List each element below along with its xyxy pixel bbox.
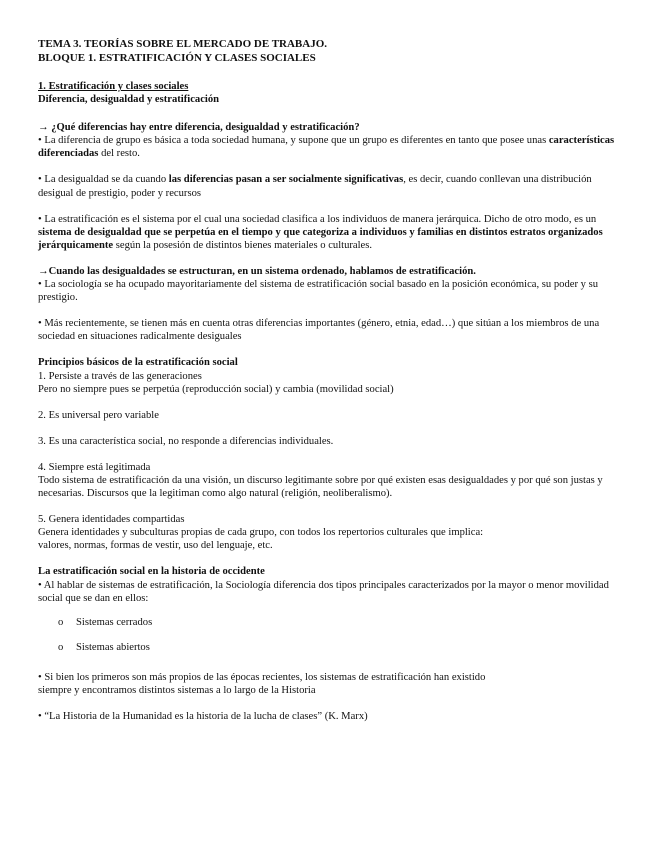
principles-heading: Principios básicos de la estratificación social xyxy=(38,357,238,369)
principle-4-detail: Todo sistema de estratificación da una visión, un discurso legitimante sobre por qué existen esas desigualdades y por qué son justas y necesarias. Discursos que la legitiman como algo natural (religión, neoliberalismo). xyxy=(38,474,603,500)
text-run: • La estratificación es el sistema por el cual una sociedad clasifica a los individuos de manera jerárquica. Dicho de otro modo, es un xyxy=(38,213,597,225)
list-bullet: o xyxy=(58,616,64,628)
principle-3-title: 3. Es una característica social, no responde a diferencias individuales. xyxy=(38,435,334,447)
paragraph-diferencia xyxy=(38,134,619,160)
principle-5-detail-2: valores, normas, formas de vestir, uso del lenguaje, etc. xyxy=(38,540,273,552)
text-run: del resto. xyxy=(98,148,140,160)
list-item xyxy=(38,616,619,629)
list-item xyxy=(38,641,619,654)
paragraph-estratificacion xyxy=(38,213,619,252)
paragraph-epocas-line-1: • Si bien los primeros son más propios de las épocas recientes, los sistemas de estratificación han existido xyxy=(38,671,486,683)
document-title-line-2: BLOQUE 1. ESTRATIFICACIÓN Y CLASES SOCIALES xyxy=(38,51,316,64)
text-run: • La diferencia de grupo es básica a toda sociedad humana, y supone que un grupo es diferentes en tanto que posee unas xyxy=(38,135,549,147)
text-run: según la posesión de distintos bienes materiales o culturales. xyxy=(113,239,373,251)
text-run: , es decir, cuando conllevan una distribución desigual de prestigio, poder y recursos xyxy=(38,174,592,199)
bold-term: características diferenciadas xyxy=(38,135,615,160)
list-item-text: Sistemas abiertos xyxy=(76,641,150,653)
marx-quote: • “La Historia de la Humanidad es la historia de la lucha de clases” (K. Marx) xyxy=(38,711,368,723)
list-item-text: Sistemas cerrados xyxy=(76,616,153,628)
paragraph-recientemente: • Más recientemente, se tienen más en cuenta otras diferencias importantes (género, etnia, edad…) que sitúan a los miembros de una sociedad en situaciones radicalmente desiguales xyxy=(38,318,600,343)
document-title-line-1: TEMA 3. TEORÍAS SOBRE EL MERCADO DE TRABAJO. xyxy=(38,38,328,50)
paragraph-sociologia: • La sociología se ha ocupado mayoritariamente del sistema de estratificación social basado en la posición económica, su poder y su prestigio. xyxy=(38,279,598,304)
principle-5-title: 5. Genera identidades compartidas xyxy=(38,514,185,526)
principle-1-title: 1. Persiste a través de las generaciones xyxy=(38,370,202,382)
principle-2-title: 2. Es universal pero variable xyxy=(38,409,159,421)
list-bullet: o xyxy=(58,641,64,653)
section-heading: 1. Estratificación y clases sociales xyxy=(38,81,189,92)
bold-term: sistema de desigualdad que se perpetúa en el tiempo y que categoriza a individuos y familias en distintos estratos organizados jerárquicamente xyxy=(38,226,603,251)
paragraph-sistemas: • Al hablar de sistemas de estratificación, la Sociología diferencia dos tipos principales caracterizados por la mayor o menor movilidad social que se dan en ellos: xyxy=(38,579,609,604)
key-question: → ¿Qué diferencias hay entre diferencia, desigualdad y estratificación? xyxy=(38,122,360,134)
systems-list xyxy=(38,616,619,654)
section-subheading: Diferencia, desigualdad y estratificación xyxy=(38,94,220,106)
principle-1-detail: Pero no siempre pues se perpetúa (reproducción social) y cambia (movilidad social) xyxy=(38,383,394,395)
key-statement: →Cuando las desigualdades se estructuran, en un sistema ordenado, hablamos de estratificación. xyxy=(38,265,476,277)
principle-5-detail: Genera identidades y subculturas propias de cada grupo, con todos los repertorios culturales que implica: xyxy=(38,527,484,539)
history-heading: La estratificación social en la historia de occidente xyxy=(38,566,265,578)
paragraph-desigualdad xyxy=(38,173,619,199)
bold-term: las diferencias pasan a ser socialmente significativas xyxy=(168,174,404,186)
text-run: • La desigualdad se da cuando xyxy=(38,174,169,186)
paragraph-epocas-line-2: siempre y encontramos distintos sistemas a lo largo de la Historia xyxy=(38,685,316,696)
principle-4-title: 4. Siempre está legitimada xyxy=(38,461,151,473)
